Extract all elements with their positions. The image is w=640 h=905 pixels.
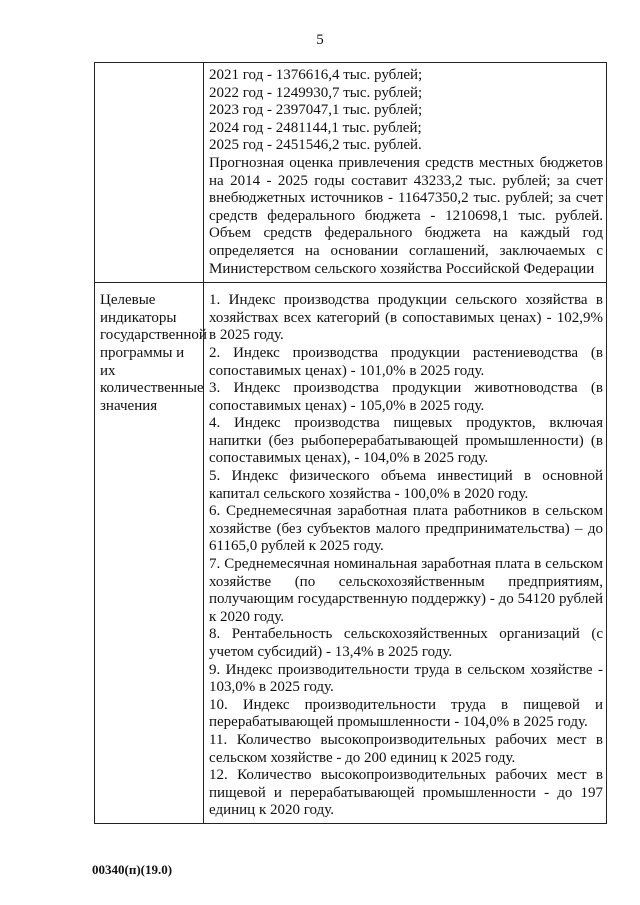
indicator-item-2: 2. Индекс производства продукции растениеводства (в сопоставимых ценах) - 101,0% в 2025 году. [209, 344, 603, 379]
indicators-label: Целевые индикаторы государственной программы и их количественные значения [100, 292, 207, 414]
indicator-item-10: 10. Индекс производительности труда в пищевой и перерабатывающей промышленности - 104,0% в 2025 году. [209, 696, 603, 731]
indicator-item-12: 12. Количество высокопроизводительных рабочих мест в пищевой и перерабатывающей промышленности - до 197 единиц к 2020 году. [209, 767, 603, 819]
funding-row [95, 63, 607, 283]
budget-line-2021: 2021 год - 1376616,4 тыс. рублей; [209, 67, 423, 83]
funding-body-cell [204, 63, 607, 283]
program-passport-table [94, 62, 607, 824]
document-footer-code: 00340(п)(19.0) [92, 862, 173, 877]
indicator-item-9: 9. Индекс производительности труда в сельском хозяйстве - 103,0% в 2025 году. [209, 661, 603, 696]
indicator-item-11: 11. Количество высокопроизводительных рабочих мест в сельском хозяйстве - до 200 единиц к 2025 году. [209, 731, 603, 766]
funding-label [95, 63, 203, 72]
funding-label-cell [95, 63, 204, 283]
indicator-item-7: 7. Среднемесячная номинальная заработная плата в сельском хозяйстве (по сельскохозяйственным предприятиям, получающим государственную поддержку) - до 54120 рублей к 2020 году. [209, 556, 603, 625]
indicator-item-8: 8. Рентабельность сельскохозяйственных организаций (с учетом субсидий) - 13,4% в 2025 году. [209, 626, 603, 660]
indicator-item-3: 3. Индекс производства продукции животноводства (в сопоставимых ценах) - 105,0% в 2025 году. [209, 380, 603, 414]
indicator-item-1: 1. Индекс производства продукции сельского хозяйства в хозяйствах всех категорий (в сопоставимых ценах) - 102,9% в 2025 году. [209, 292, 603, 344]
indicator-item-4: 4. Индекс производства пищевых продуктов, включая напитки (без рыбоперерабатывающей промышленности) (в сопоставимых ценах), - 104,0% в 2025 году. [209, 415, 603, 467]
page-number: 5 [316, 32, 324, 48]
indicator-item-5: 5. Индекс физического объема инвестиций в основной капитал сельского хозяйства - 100,0% в 2020 году. [209, 468, 603, 502]
indicator-item-6: 6. Среднемесячная заработная плата работников в сельском хозяйстве (без субъектов малого предпринимательства) – до 61165,0 рублей к 2025 году. [209, 503, 603, 555]
indicators-body-cell [204, 283, 607, 824]
budget-line-2022: 2022 год - 1249930,7 тыс. рублей; [209, 84, 423, 101]
indicators-label-cell [95, 283, 207, 824]
funding-summary-paragraph: Прогнозная оценка привлечения средств местных бюджетов на 2014 - 2025 годы составит 43233,2 тыс. рублей; за счет внебюджетных источников - 11647350,2 тыс. рублей; за счет средств федерального бюджета - 1210698,1 тыс. рублей. Объем средств федерального бюджета на каждый год определяется на основании соглашений, заключаемых с Министерством сельского хозяйства Российской Федерации [209, 154, 603, 277]
budget-line-2025: 2025 год - 2451546,2 тыс. рублей. [209, 137, 422, 154]
budget-line-2023: 2023 год - 2397047,1 тыс. рублей; [209, 102, 423, 119]
budget-line-2024: 2024 год - 2481144,1 тыс. рублей; [209, 119, 422, 136]
indicators-row [95, 283, 607, 824]
